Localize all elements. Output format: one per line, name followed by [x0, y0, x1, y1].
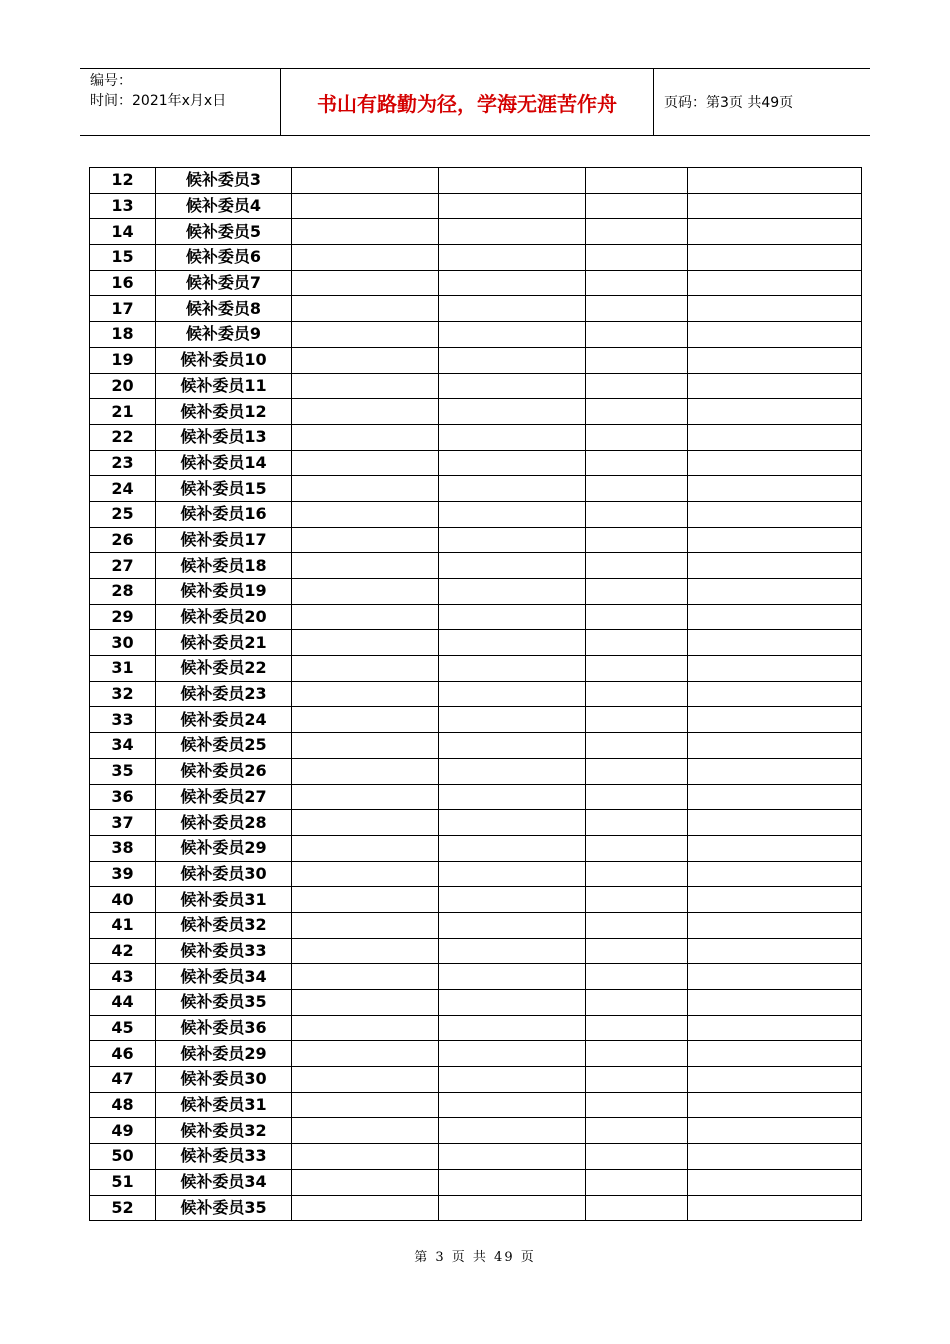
row-number: 34: [90, 733, 156, 759]
row-number: 35: [90, 758, 156, 784]
table-row: [90, 347, 862, 373]
empty-cell: [439, 527, 586, 553]
empty-cell: [292, 1015, 439, 1041]
time-label: 时间：2021年x月x日: [90, 93, 227, 109]
empty-cell: [292, 656, 439, 682]
empty-cell: [586, 835, 688, 861]
empty-cell: [688, 553, 862, 579]
empty-cell: [586, 1195, 688, 1221]
empty-cell: [292, 630, 439, 656]
page-footer: 第 3 页 共 49 页: [414, 1250, 536, 1265]
empty-cell: [586, 476, 688, 502]
table-row: [90, 245, 862, 271]
table-row: [90, 1015, 862, 1041]
empty-cell: [439, 630, 586, 656]
empty-cell: [439, 784, 586, 810]
empty-cell: [292, 835, 439, 861]
empty-cell: [688, 1067, 862, 1093]
empty-cell: [688, 1169, 862, 1195]
empty-cell: [439, 450, 586, 476]
candidate-name: 候补委员6: [156, 245, 292, 271]
candidate-name: 候补委员4: [156, 193, 292, 219]
empty-cell: [439, 656, 586, 682]
row-number: 15: [90, 245, 156, 271]
empty-cell: [292, 707, 439, 733]
table-row: [90, 270, 862, 296]
row-number: 27: [90, 553, 156, 579]
empty-cell: [688, 1195, 862, 1221]
empty-cell: [439, 347, 586, 373]
candidate-name: 候补委员9: [156, 322, 292, 348]
table-row: [90, 424, 862, 450]
empty-cell: [688, 1092, 862, 1118]
empty-cell: [688, 1118, 862, 1144]
table-row: [90, 990, 862, 1016]
table-row: [90, 1144, 862, 1170]
empty-cell: [439, 887, 586, 913]
empty-cell: [292, 1144, 439, 1170]
empty-cell: [688, 501, 862, 527]
table-row: [90, 887, 862, 913]
empty-cell: [292, 1195, 439, 1221]
empty-cell: [292, 527, 439, 553]
row-number: 42: [90, 938, 156, 964]
empty-cell: [292, 296, 439, 322]
table-row: [90, 1195, 862, 1221]
empty-cell: [439, 733, 586, 759]
empty-cell: [586, 450, 688, 476]
empty-cell: [292, 219, 439, 245]
empty-cell: [586, 553, 688, 579]
candidate-name: 候补委员32: [156, 912, 292, 938]
empty-cell: [586, 373, 688, 399]
table-row: [90, 168, 862, 194]
table-row: [90, 1169, 862, 1195]
empty-cell: [439, 604, 586, 630]
candidate-name: 候补委员11: [156, 373, 292, 399]
empty-cell: [292, 1092, 439, 1118]
empty-cell: [586, 758, 688, 784]
empty-cell: [292, 347, 439, 373]
candidate-name: 候补委员30: [156, 861, 292, 887]
empty-cell: [688, 219, 862, 245]
empty-cell: [439, 912, 586, 938]
empty-cell: [292, 373, 439, 399]
empty-cell: [688, 707, 862, 733]
empty-cell: [439, 707, 586, 733]
candidate-name: 候补委员27: [156, 784, 292, 810]
empty-cell: [586, 347, 688, 373]
empty-cell: [586, 1067, 688, 1093]
row-number: 24: [90, 476, 156, 502]
empty-cell: [439, 424, 586, 450]
empty-cell: [439, 373, 586, 399]
table-row: [90, 810, 862, 836]
candidate-name: 候补委员31: [156, 887, 292, 913]
row-number: 36: [90, 784, 156, 810]
empty-cell: [586, 784, 688, 810]
table-row: [90, 193, 862, 219]
empty-cell: [688, 784, 862, 810]
empty-cell: [586, 707, 688, 733]
table-row: [90, 527, 862, 553]
candidate-name: 候补委员16: [156, 501, 292, 527]
empty-cell: [439, 1015, 586, 1041]
empty-cell: [292, 1067, 439, 1093]
empty-cell: [439, 245, 586, 271]
empty-cell: [439, 553, 586, 579]
empty-cell: [586, 399, 688, 425]
table-row: [90, 1118, 862, 1144]
empty-cell: [292, 579, 439, 605]
table-row: [90, 758, 862, 784]
empty-cell: [292, 450, 439, 476]
empty-cell: [586, 964, 688, 990]
row-number: 33: [90, 707, 156, 733]
empty-cell: [586, 1015, 688, 1041]
candidate-name: 候补委员34: [156, 1169, 292, 1195]
table-row: [90, 476, 862, 502]
empty-cell: [292, 784, 439, 810]
empty-cell: [688, 424, 862, 450]
row-number: 32: [90, 681, 156, 707]
row-number: 14: [90, 219, 156, 245]
empty-cell: [439, 835, 586, 861]
row-number: 28: [90, 579, 156, 605]
empty-cell: [688, 604, 862, 630]
row-number: 52: [90, 1195, 156, 1221]
empty-cell: [586, 296, 688, 322]
empty-cell: [688, 399, 862, 425]
empty-cell: [439, 476, 586, 502]
empty-cell: [688, 681, 862, 707]
empty-cell: [586, 219, 688, 245]
row-number: 49: [90, 1118, 156, 1144]
table-row: [90, 938, 862, 964]
empty-cell: [586, 912, 688, 938]
empty-cell: [292, 322, 439, 348]
row-number: 43: [90, 964, 156, 990]
candidate-name: 候补委员23: [156, 681, 292, 707]
empty-cell: [586, 938, 688, 964]
empty-cell: [586, 1144, 688, 1170]
serial-label: 编号：: [90, 73, 132, 89]
empty-cell: [292, 476, 439, 502]
table-row: [90, 296, 862, 322]
empty-cell: [439, 1092, 586, 1118]
table-row: [90, 373, 862, 399]
empty-cell: [688, 887, 862, 913]
table-row: [90, 912, 862, 938]
empty-cell: [439, 938, 586, 964]
candidate-name: 候补委员19: [156, 579, 292, 605]
empty-cell: [439, 322, 586, 348]
empty-cell: [439, 296, 586, 322]
row-number: 20: [90, 373, 156, 399]
candidate-name: 候补委员22: [156, 656, 292, 682]
empty-cell: [586, 527, 688, 553]
empty-cell: [586, 1118, 688, 1144]
empty-cell: [292, 964, 439, 990]
table-row: [90, 399, 862, 425]
table-row: [90, 1067, 862, 1093]
header-page-info: 页码：第3页 共49页: [664, 95, 794, 111]
candidate-name: 候补委员25: [156, 733, 292, 759]
empty-cell: [688, 1015, 862, 1041]
empty-cell: [292, 399, 439, 425]
empty-cell: [439, 810, 586, 836]
candidate-name: 候补委员17: [156, 527, 292, 553]
row-number: 30: [90, 630, 156, 656]
header-motto: 书山有路勤为径，学海无涯苦作舟: [281, 69, 654, 135]
table-row: [90, 681, 862, 707]
empty-cell: [439, 219, 586, 245]
table-row: [90, 964, 862, 990]
table-row: [90, 450, 862, 476]
table-row: [90, 322, 862, 348]
empty-cell: [439, 1144, 586, 1170]
empty-cell: [439, 990, 586, 1016]
candidate-name: 候补委员15: [156, 476, 292, 502]
empty-cell: [586, 733, 688, 759]
empty-cell: [292, 887, 439, 913]
empty-cell: [586, 193, 688, 219]
empty-cell: [586, 630, 688, 656]
empty-cell: [586, 656, 688, 682]
empty-cell: [292, 810, 439, 836]
row-number: 26: [90, 527, 156, 553]
empty-cell: [292, 681, 439, 707]
candidate-name: 候补委员3: [156, 168, 292, 194]
candidate-name: 候补委员30: [156, 1067, 292, 1093]
row-number: 44: [90, 990, 156, 1016]
empty-cell: [439, 964, 586, 990]
empty-cell: [586, 810, 688, 836]
candidate-name: 候补委员10: [156, 347, 292, 373]
empty-cell: [586, 990, 688, 1016]
row-number: 38: [90, 835, 156, 861]
candidate-name: 候补委员35: [156, 1195, 292, 1221]
candidate-name: 候补委员35: [156, 990, 292, 1016]
empty-cell: [688, 990, 862, 1016]
table-row: [90, 861, 862, 887]
empty-cell: [688, 373, 862, 399]
empty-cell: [688, 527, 862, 553]
empty-cell: [292, 758, 439, 784]
row-number: 29: [90, 604, 156, 630]
empty-cell: [439, 501, 586, 527]
empty-cell: [292, 168, 439, 194]
candidate-name: 候补委员21: [156, 630, 292, 656]
empty-cell: [439, 681, 586, 707]
candidate-name: 候补委员36: [156, 1015, 292, 1041]
table-row: [90, 1092, 862, 1118]
empty-cell: [439, 193, 586, 219]
row-number: 18: [90, 322, 156, 348]
row-number: 22: [90, 424, 156, 450]
empty-cell: [586, 322, 688, 348]
table-row: [90, 553, 862, 579]
empty-cell: [688, 270, 862, 296]
empty-cell: [688, 835, 862, 861]
empty-cell: [586, 168, 688, 194]
empty-cell: [586, 579, 688, 605]
empty-cell: [439, 861, 586, 887]
row-number: 17: [90, 296, 156, 322]
candidate-name: 候补委员33: [156, 938, 292, 964]
empty-cell: [439, 168, 586, 194]
empty-cell: [439, 1041, 586, 1067]
empty-cell: [439, 399, 586, 425]
candidate-name: 候补委员31: [156, 1092, 292, 1118]
empty-cell: [586, 681, 688, 707]
empty-cell: [292, 424, 439, 450]
empty-cell: [688, 758, 862, 784]
row-number: 48: [90, 1092, 156, 1118]
empty-cell: [688, 1144, 862, 1170]
empty-cell: [586, 1169, 688, 1195]
candidate-name: 候补委员26: [156, 758, 292, 784]
candidate-table-body: [90, 168, 862, 1221]
empty-cell: [586, 604, 688, 630]
candidate-name: 候补委员29: [156, 835, 292, 861]
table-row: [90, 501, 862, 527]
empty-cell: [292, 501, 439, 527]
candidate-name: 候补委员18: [156, 553, 292, 579]
empty-cell: [292, 1118, 439, 1144]
empty-cell: [586, 245, 688, 271]
row-number: 21: [90, 399, 156, 425]
candidate-name: 候补委员12: [156, 399, 292, 425]
candidate-name: 候补委员29: [156, 1041, 292, 1067]
table-row: [90, 656, 862, 682]
empty-cell: [439, 1169, 586, 1195]
row-number: 31: [90, 656, 156, 682]
empty-cell: [586, 501, 688, 527]
table-row: [90, 784, 862, 810]
empty-cell: [292, 245, 439, 271]
empty-cell: [688, 322, 862, 348]
row-number: 47: [90, 1067, 156, 1093]
table-row: [90, 219, 862, 245]
candidate-name: 候补委员32: [156, 1118, 292, 1144]
empty-cell: [688, 861, 862, 887]
row-number: 19: [90, 347, 156, 373]
empty-cell: [688, 476, 862, 502]
empty-cell: [292, 861, 439, 887]
empty-cell: [292, 938, 439, 964]
empty-cell: [688, 579, 862, 605]
empty-cell: [688, 245, 862, 271]
empty-cell: [688, 656, 862, 682]
candidate-name: 候补委员8: [156, 296, 292, 322]
table-row: [90, 604, 862, 630]
table-row: [90, 835, 862, 861]
candidate-name: 候补委员5: [156, 219, 292, 245]
empty-cell: [688, 912, 862, 938]
row-number: 45: [90, 1015, 156, 1041]
empty-cell: [688, 938, 862, 964]
empty-cell: [439, 1067, 586, 1093]
empty-cell: [586, 270, 688, 296]
row-number: 23: [90, 450, 156, 476]
row-number: 25: [90, 501, 156, 527]
candidate-name: 候补委员7: [156, 270, 292, 296]
page-header: [80, 68, 870, 136]
empty-cell: [292, 1041, 439, 1067]
row-number: 46: [90, 1041, 156, 1067]
table-row: [90, 630, 862, 656]
candidate-name: 候补委员13: [156, 424, 292, 450]
header-meta: [80, 69, 281, 135]
candidate-name: 候补委员20: [156, 604, 292, 630]
empty-cell: [688, 296, 862, 322]
row-number: 39: [90, 861, 156, 887]
candidate-name: 候补委员28: [156, 810, 292, 836]
empty-cell: [439, 1195, 586, 1221]
empty-cell: [292, 912, 439, 938]
empty-cell: [688, 1041, 862, 1067]
empty-cell: [688, 168, 862, 194]
row-number: 13: [90, 193, 156, 219]
row-number: 16: [90, 270, 156, 296]
candidate-name: 候补委员34: [156, 964, 292, 990]
empty-cell: [586, 861, 688, 887]
empty-cell: [292, 990, 439, 1016]
table-row: [90, 707, 862, 733]
row-number: 12: [90, 168, 156, 194]
empty-cell: [586, 424, 688, 450]
table-row: [90, 1041, 862, 1067]
candidate-name: 候补委员24: [156, 707, 292, 733]
empty-cell: [586, 1041, 688, 1067]
row-number: 50: [90, 1144, 156, 1170]
row-number: 40: [90, 887, 156, 913]
empty-cell: [439, 579, 586, 605]
empty-cell: [688, 964, 862, 990]
row-number: 37: [90, 810, 156, 836]
candidate-name: 候补委员14: [156, 450, 292, 476]
empty-cell: [292, 1169, 439, 1195]
empty-cell: [688, 450, 862, 476]
empty-cell: [688, 733, 862, 759]
candidate-table: [89, 167, 862, 1221]
empty-cell: [688, 347, 862, 373]
candidate-name: 候补委员33: [156, 1144, 292, 1170]
empty-cell: [586, 1092, 688, 1118]
empty-cell: [292, 553, 439, 579]
empty-cell: [292, 193, 439, 219]
empty-cell: [688, 193, 862, 219]
empty-cell: [439, 758, 586, 784]
empty-cell: [292, 604, 439, 630]
empty-cell: [586, 887, 688, 913]
table-row: [90, 733, 862, 759]
row-number: 51: [90, 1169, 156, 1195]
empty-cell: [292, 270, 439, 296]
empty-cell: [292, 733, 439, 759]
row-number: 41: [90, 912, 156, 938]
empty-cell: [688, 630, 862, 656]
empty-cell: [439, 270, 586, 296]
table-row: [90, 579, 862, 605]
empty-cell: [439, 1118, 586, 1144]
empty-cell: [688, 810, 862, 836]
